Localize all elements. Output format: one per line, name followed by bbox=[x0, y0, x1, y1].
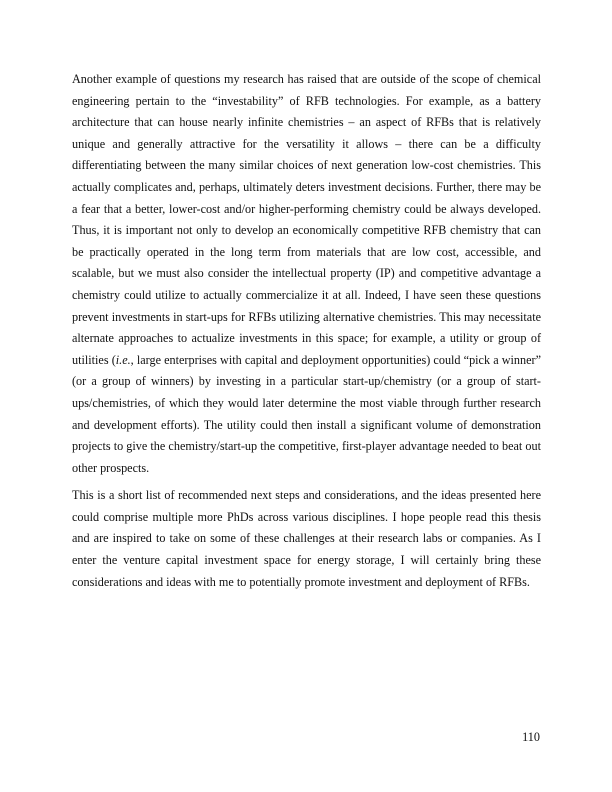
paragraph-1-run-1: Another example of questions my research has raised that are outside of the scope of chemical engineering pertain to the “investability” of RFB technologies. For example, as a battery architecture that can house nearly infinite chemistries – an aspect of RFBs that is relatively unique and generally attractive for the versatility it allows – there can be a difficulty differentiating between the many similar choices of next generation low-cost chemistries. This actually complicates and, perhaps, ultimately deters investment decisions. Further, there may be a fear that a better, lower-cost and/or higher-performing chemistry could be always developed. Thus, it is important not only to develop an economically competitive RFB chemistry that can be practically operated in the long term from materials that are low cost, accessible, and scalable, but we must also consider the intellectual property (IP) and competitive advantage a chemistry could utilize to actually commercialize it at all. Indeed, I have seen these questions prevent investments in start-ups for RFBs utilizing alternative chemistries. This may necessitate alternate approaches to actualize investments in this space; for example, a utility or group of utilities ( bbox=[72, 72, 541, 367]
paragraph-1-run-3: , large enterprises with capital and deployment opportunities) could “pick a winner” (or a group of winners) by investing in a particular start-up/chemistry (or a group of start-ups/chemistries, of which they would later determine the most viable through further research and development efforts). The utility could then install a significant volume of demonstration projects to give the chemistry/start-up the competitive, first-player advantage needed to beat out other prospects. bbox=[72, 352, 541, 475]
paragraph-1 bbox=[72, 69, 541, 479]
paragraph-2-run-1: This is a short list of recommended next steps and considerations, and the ideas presented here could comprise multiple more PhDs across various disciplines. I hope people read this thesis and are inspired to take on some of these challenges at their research labs or companies. As I enter the venture capital investment space for energy storage, I will certainly bring these considerations and ideas with me to potentially promote investment and deployment of RFBs. bbox=[72, 488, 541, 589]
paragraph-1-run-2-italic: i.e. bbox=[115, 352, 131, 367]
body-text bbox=[72, 69, 541, 593]
paragraph-2 bbox=[72, 485, 541, 593]
page-number: 110 bbox=[522, 730, 540, 744]
